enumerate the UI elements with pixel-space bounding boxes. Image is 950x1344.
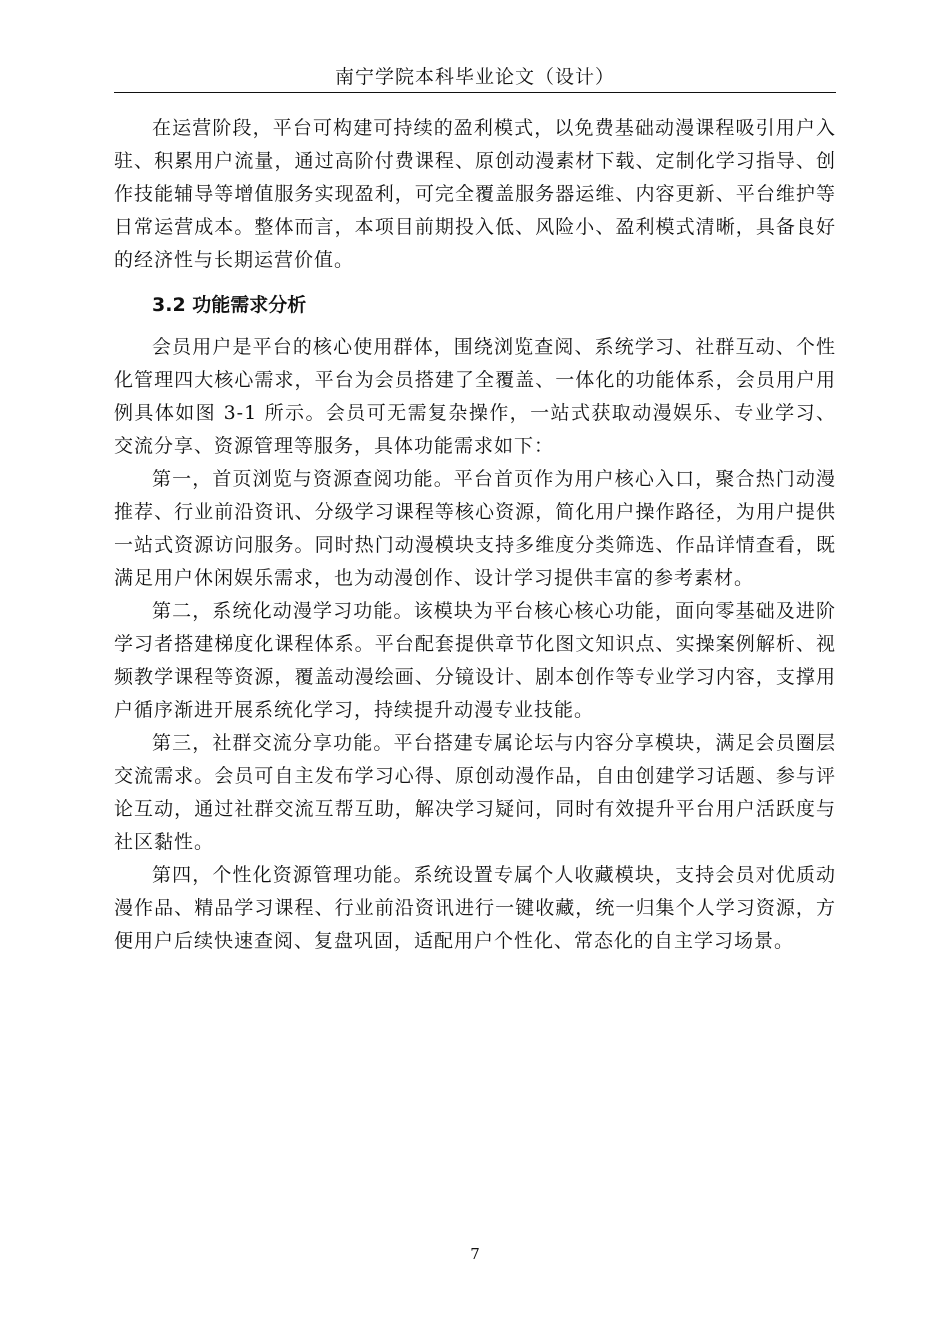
section-heading: 3.2 功能需求分析	[152, 294, 307, 316]
page-number: 7	[470, 1245, 480, 1263]
thesis-header-title: 南宁学院本科毕业论文（设计）	[334, 66, 615, 88]
document-body	[114, 112, 836, 958]
homepage-browsing-paragraph: 第一，首页浏览与资源查阅功能。平台首页作为用户核心入口，聚合热门动漫推荐、行业前沿资讯、分级学习课程等核心资源，简化用户操作路径，为用户提供一站式资源访问服务。同时热门动漫模块支持多维度分类筛选、作品详情查看，既满足用户休闲娱乐需求，也为动漫创作、设计学习提供丰富的参考素材。	[114, 468, 836, 589]
systematic-learning-paragraph: 第二，系统化动漫学习功能。该模块为平台核心核心功能，面向零基础及进阶学习者搭建梯度化课程体系。平台配套提供章节化图文知识点、实操案例解析、视频教学课程等资源，覆盖动漫绘画、分镜设计、剧本创作等专业学习内容，支撑用户循序渐进开展系统化学习，持续提升动漫专业技能。	[114, 600, 836, 721]
intro-paragraph: 在运营阶段，平台可构建可持续的盈利模式，以免费基础动漫课程吸引用户入驻、积累用户流量，通过高阶付费课程、原创动漫素材下载、定制化学习指导、创作技能辅导等增值服务实现盈利，可完全覆盖服务器运维、内容更新、平台维护等日常运营成本。整体而言，本项目前期投入低、风险小、盈利模式清晰，具备良好的经济性与长期运营价值。	[114, 117, 836, 271]
resource-management-paragraph: 第四，个性化资源管理功能。系统设置专属个人收藏模块，支持会员对优质动漫作品、精品学习课程、行业前沿资讯进行一键收藏，统一归集个人学习资源，方便用户后续快速查阅、复盘巩固，适配用户个性化、常态化的自主学习场景。	[114, 864, 836, 952]
page-header	[114, 62, 836, 93]
community-sharing-paragraph: 第三，社群交流分享功能。平台搭建专属论坛与内容分享模块，满足会员圈层交流需求。会员可自主发布学习心得、原创动漫作品，自由创建学习话题、参与评论互动，通过社群交流互帮互助，解决学习疑问，同时有效提升平台用户活跃度与社区黏性。	[114, 732, 836, 853]
member-overview-paragraph: 会员用户是平台的核心使用群体，围绕浏览查阅、系统学习、社群互动、个性化管理四大核心需求，平台为会员搭建了全覆盖、一体化的功能体系，会员用户用例具体如图 3-1 所示。会员可无需复杂操作，一站式获取动漫娱乐、专业学习、交流分享、资源管理等服务，具体功能需求如下：	[114, 336, 836, 457]
